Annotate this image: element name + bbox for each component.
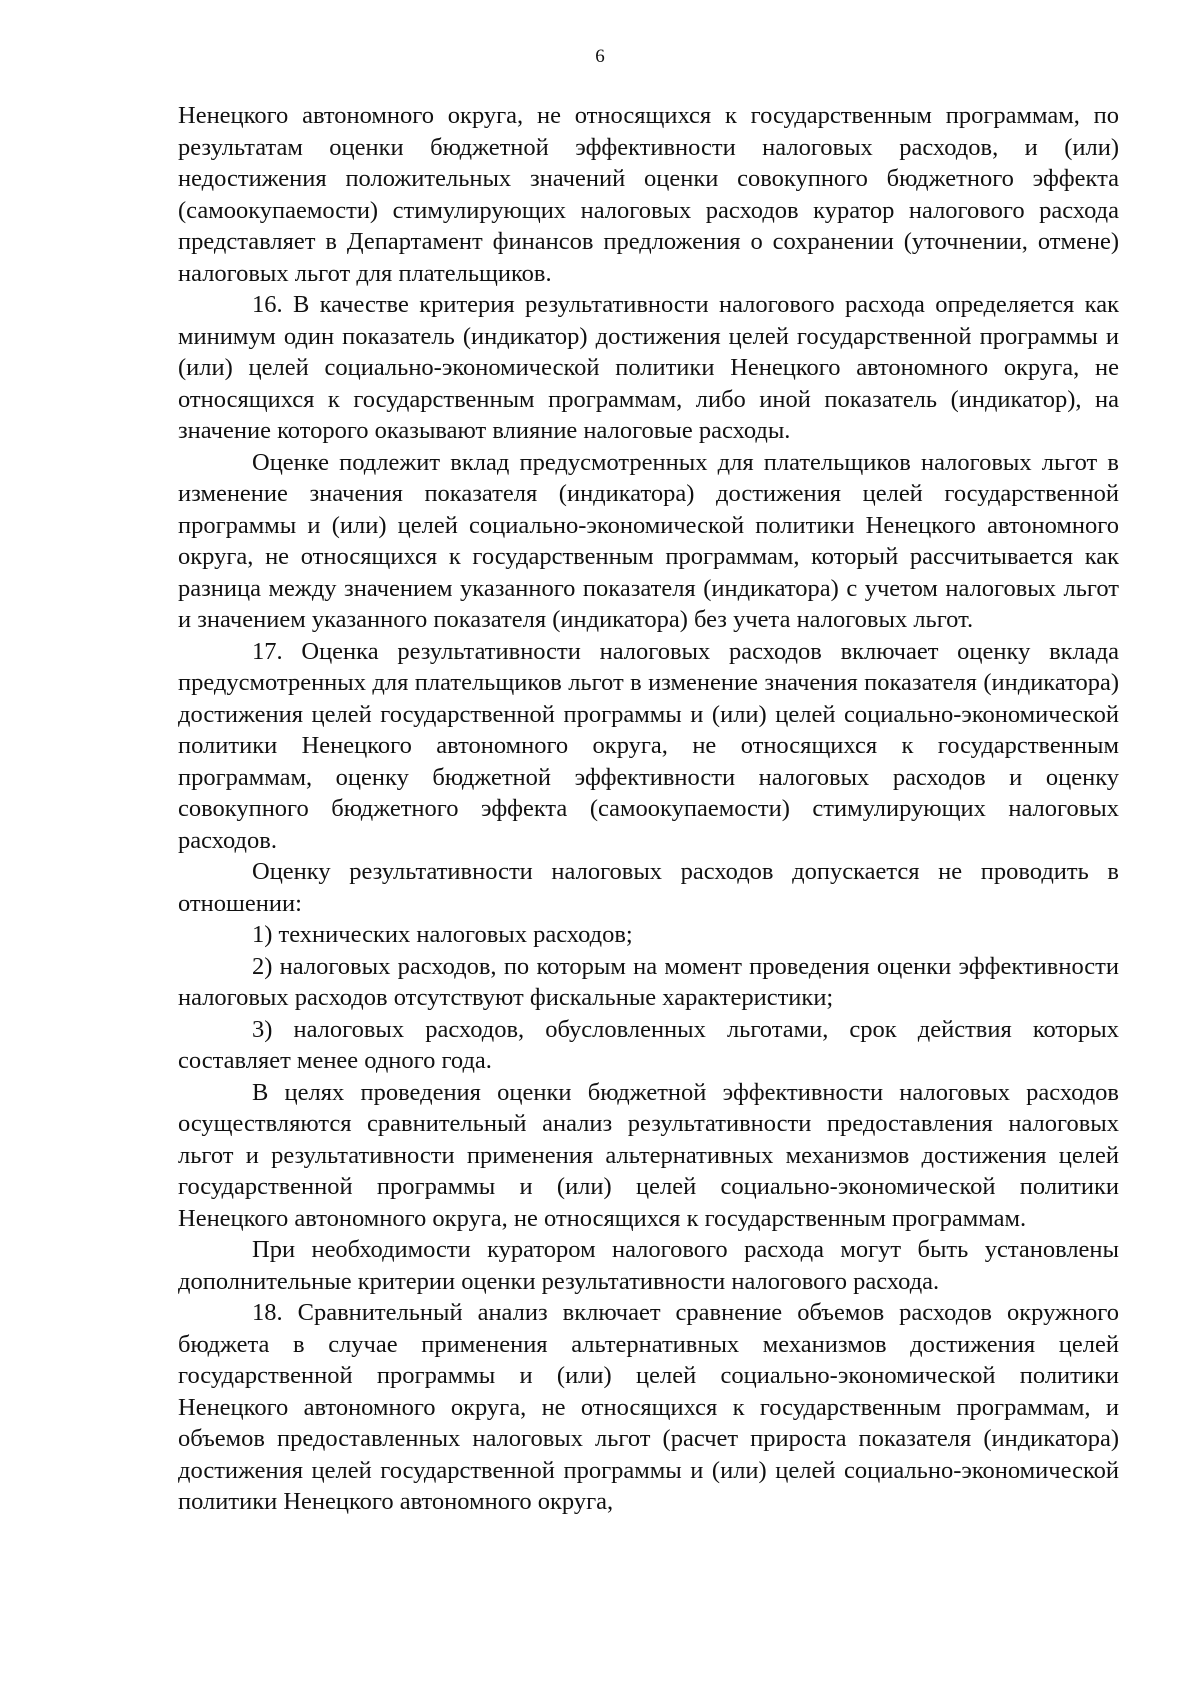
paragraph-16: 16. В качестве критерия результативности налогового расхода определяется как минимум один показатель (индикатор) достижения целей государственной программы и (или) целей социально-экономической политики Ненецкого автономного округа, не относящихся к государственным программам, либо иной показатель (индикатор), на значение которого оказывают влияние налоговые расходы. <box>178 291 1119 444</box>
paragraph: Оценку результативности налоговых расходов допускается не проводить в отношении: <box>178 858 1119 917</box>
paragraph-17: 17. Оценка результативности налоговых расходов включает оценку вклада предусмотренных для плательщиков льгот в изменение значения показателя (индикатора) достижения целей государственной программы и (или) целей социально-экономической политики Ненецкого автономного округа, не относящихся к государственным программам, оценку бюджетной эффективности налоговых расходов и оценку совокупного бюджетного эффекта (самоокупаемости) стимулирующих налоговых расходов. <box>178 637 1119 854</box>
paragraph: В целях проведения оценки бюджетной эффективности налоговых расходов осуществляются сравнительный анализ результативности предоставления налоговых льгот и результативности применения альтернативных механизмов достижения целей государственной программы и (или) целей социально-экономической политики Ненецкого автономного округа, не относящихся к государственным программам. <box>178 1078 1119 1232</box>
list-item: 2) налоговых расходов, по которым на момент проведения оценки эффективности налоговых расходов отсутствуют фискальные характеристики; <box>178 952 1119 1011</box>
document-body <box>178 100 1119 1518</box>
page-number: 6 <box>595 46 605 67</box>
paragraph: При необходимости куратором налогового расхода могут быть установлены дополнительные критерии оценки результативности налогового расхода. <box>178 1236 1119 1295</box>
paragraph-18: 18. Сравнительный анализ включает сравнение объемов расходов окружного бюджета в случае применения альтернативных механизмов достижения целей государственной программы и (или) целей социально-экономической политики Ненецкого автономного округа, не относящихся к государственным программам, и объемов предоставленных налоговых льгот (расчет прироста показателя (индикатора) достижения целей государственной программы и (или) целей социально-экономической политики Ненецкого автономного округа, <box>178 1299 1119 1515</box>
list-item: 1) технических налоговых расходов; <box>252 921 633 948</box>
list-item: 3) налоговых расходов, обусловленных льготами, срок действия которых составляет менее одного года. <box>178 1015 1119 1074</box>
paragraph: Оценке подлежит вклад предусмотренных для плательщиков налоговых льгот в изменение значения показателя (индикатора) достижения целей государственной программы и (или) целей социально-экономической политики Ненецкого автономного округа, не относящихся к государственным программам, который рассчитывается как разница между значением указанного показателя (индикатора) с учетом налоговых льгот и значением указанного показателя (индикатора) без учета налоговых льгот. <box>178 448 1119 633</box>
paragraph: Ненецкого автономного округа, не относящихся к государственным программам, по результатам оценки бюджетной эффективности налоговых расходов, и (или) недостижения положительных значений оценки совокупного бюджетного эффекта (самоокупаемости) стимулирующих налоговых расходов куратор налогового расхода представляет в Департамент финансов предложения о сохранении (уточнении, отмене) налоговых льгот для плательщиков. <box>178 102 1119 287</box>
